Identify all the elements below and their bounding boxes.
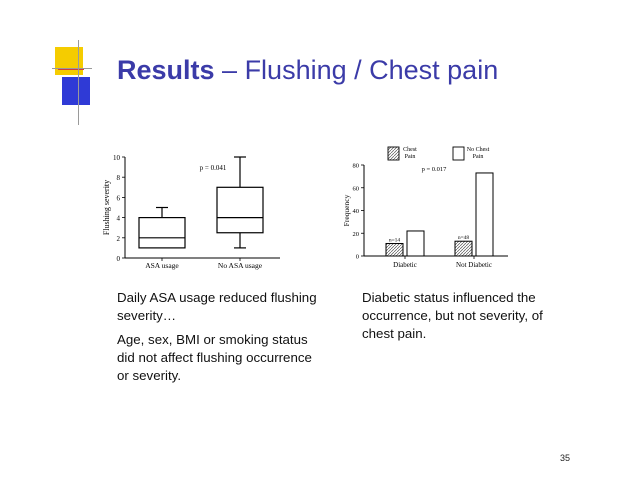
bar-no-chest-pain	[476, 173, 493, 256]
bar-count-label: n=48	[457, 235, 470, 242]
y-tick-label: 4	[116, 214, 120, 223]
y-tick-label: 20	[352, 230, 359, 238]
slide-title-bold: Results	[117, 55, 215, 85]
legend-label-no-chest-pain-line1: No Chest	[466, 147, 490, 153]
x-tick-label: ASA usage	[145, 261, 179, 270]
legend-label-no-chest-pain-line2: Pain	[472, 154, 484, 160]
y-tick-label: 60	[352, 185, 359, 193]
y-tick-label: 80	[352, 162, 359, 170]
vertical-divider-line	[78, 40, 79, 125]
caption-left	[117, 289, 327, 391]
y-tick-label: 6	[116, 194, 120, 203]
bar-count-label: n=14	[388, 237, 401, 244]
x-tick-label: No ASA usage	[217, 261, 263, 270]
bar-chest-pain	[455, 241, 472, 256]
box	[139, 218, 185, 248]
bar-chest-pain	[386, 243, 403, 256]
slide-title	[117, 55, 498, 86]
y-tick-label: 0	[355, 253, 359, 261]
bar-chart	[340, 138, 520, 273]
slide-title-rest: – Flushing / Chest pain	[214, 55, 499, 85]
y-tick-label: 2	[116, 234, 120, 243]
x-tick-label: Not Diabetic	[456, 261, 492, 269]
y-axis-label: Frequency	[342, 194, 351, 227]
y-tick-label: 10	[113, 154, 120, 162]
legend-label-chest-pain-line2: Pain	[404, 154, 416, 160]
caption-left-line-2: Age, sex, BMI or smoking status did not affect flushing occurrence or severity.	[117, 332, 312, 383]
y-axis-label: Flushing severity	[102, 179, 111, 236]
legend-swatch-chest-pain	[388, 147, 399, 160]
box	[217, 187, 263, 232]
y-tick-label: 0	[116, 255, 120, 263]
legend-label-chest-pain-line1: Chest	[403, 147, 417, 153]
caption-right: Diabetic status influenced the occurrence, but not severity, of chest pain.	[362, 290, 543, 341]
y-tick-label: 40	[352, 208, 359, 215]
bar-no-chest-pain	[407, 231, 424, 256]
y-tick-label: 8	[116, 174, 120, 183]
box-plot-chart	[100, 148, 285, 273]
p-value-annotation: p = 0.017	[421, 166, 447, 173]
p-value-annotation: p = 0.041	[199, 164, 227, 172]
x-tick-label: Diabetic	[393, 261, 417, 269]
legend-swatch-no-chest-pain	[453, 147, 464, 160]
caption-left-line-1: Daily ASA usage reduced flushing severity…	[117, 290, 317, 323]
blue-square-decoration	[62, 77, 90, 105]
horizontal-divider-line	[52, 68, 92, 69]
page-number: 35	[560, 453, 571, 463]
